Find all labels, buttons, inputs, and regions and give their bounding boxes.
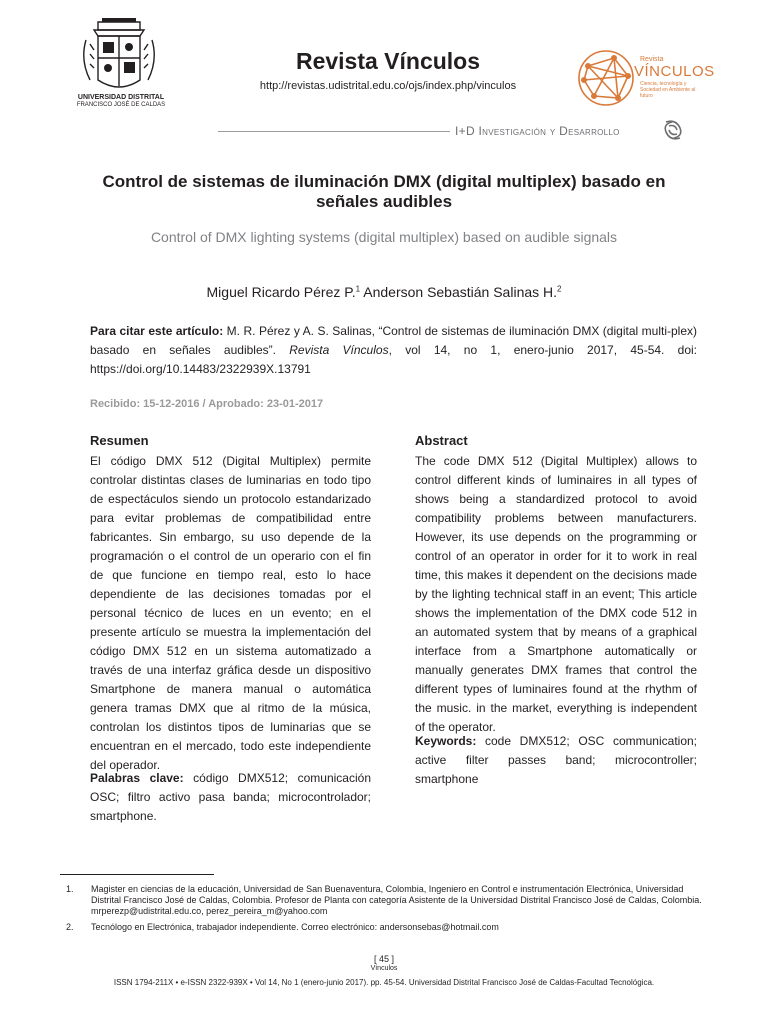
author-1-sup: 1: [355, 284, 361, 294]
keywords-label: Keywords:: [415, 734, 477, 748]
citation-text-1: M. R. Pérez y A. S. Salinas, “Control de sistemas de iluminación DMX (digital multi-plex) basado en señales audibles”.: [90, 324, 697, 357]
keywords-text: code DMX512; OSC communication; active filter passes band; microcontroller; smartphone: [415, 734, 697, 786]
logo-revista-label: Revista: [640, 56, 664, 63]
citation-journal: Revista Vínculos: [289, 343, 389, 357]
logo-tagline: Ciencia, tecnología y Sociedad en Ambiente al futuro: [640, 81, 696, 99]
issn-line: ISSN 1794-211X • e-ISSN 2322-939X • Vol 14, No 1 (enero-junio 2017). pp. 45-54. Universidad Distrital Francisco José de Caldas-Facultad Tecnológica.: [113, 978, 655, 987]
journal-title: Revista Vínculos: [295, 48, 481, 74]
palabras-clave: [90, 769, 371, 826]
section-label: I+D Investigación y Desarrollo: [455, 124, 620, 138]
footnote-2-text: Tecnólogo en Electrónica, trabajador independiente. Correo electrónico: andersonsebas@hotmail.com: [91, 922, 499, 932]
citation: [90, 322, 697, 379]
university-name: UNIVERSIDAD DISTRITAL: [77, 94, 165, 101]
citation-label: Para citar este artículo:: [90, 324, 224, 338]
palabras-clave-label: Palabras clave:: [90, 771, 184, 785]
article-title-line1: Control de sistemas de iluminación DMX (digital multiplex) basado en: [102, 172, 666, 191]
journal-url[interactable]: http://revistas.udistrital.edu.co/ojs/index.php/vinculos: [259, 80, 517, 92]
logo-vinculos-label: VÍNCULOS: [634, 63, 715, 80]
author-1: Miguel Ricardo Pérez P.: [206, 284, 356, 300]
article-title-line2: señales audibles: [315, 192, 453, 211]
section-divider: [218, 131, 450, 132]
page-number: [ 45 ]: [373, 954, 394, 964]
author-2-sup: 2: [557, 284, 562, 294]
abstract-heading: Abstract: [415, 433, 468, 448]
author-2: Anderson Sebastián Salinas H.: [360, 284, 558, 300]
footnote-1-number: 1.: [66, 884, 74, 894]
palabras-clave-text: código DMX512; comunicación OSC; filtro activo pasa banda; microcontrolador; smartphone.: [90, 771, 371, 823]
authors: [60, 284, 708, 300]
citation-text-2: , vol 14, no 1, enero-junio 2017, 45-54. doi: https://doi.org/10.14483/2322939X.13791: [90, 343, 698, 376]
footnote-2-number: 2.: [66, 922, 74, 932]
keywords: [415, 732, 697, 789]
article-title-english: Control of DMX lighting systems (digital multiplex) based on audible signals: [150, 229, 618, 245]
footnote-divider: [60, 874, 214, 875]
university-subname: FRANCISCO JOSÉ DE CALDAS: [76, 102, 166, 108]
received-dates: Recibido: 15-12-2016 / Aprobado: 23-01-2017: [90, 398, 324, 410]
footer-journal: Vínculos: [370, 965, 398, 972]
resumen-heading: Resumen: [90, 433, 149, 448]
vinculos-logo-icon: [574, 46, 638, 110]
article-title: [60, 172, 708, 212]
abstract-body: The code DMX 512 (Digital Multiplex) allows to control different kinds of luminaires in all types of shows being a standardized protocol to avoid compatibility problems between manufacturers. However, its use depends on the programming or control of an operator in order for it to work in real time, this makes it dependent on the decisions made by the lighting technical staff in an event; This article shows the implementation of the DMX code 512 in an automated system that by means of a graphical interface from a Smartphone automatically or manually generates DMX frames that control the different types of luminaires found at the rhythm of the music. in the market, everything is independent of the operator.: [415, 454, 697, 734]
footnote-1-text: Magister en ciencias de la educación, Universidad de San Buenaventura, Colombia, Ingeniero en Control e instrumentación Electrónica, Universidad Distrital Francisco José de Caldas, Colombia. Profesor de Planta con categoría Asistente de la Universidad Distrital Francisco José de Caldas, Colombia. mrperezp@udistrital.edu.co, perez_pereira_m@yahoo.com: [91, 884, 702, 916]
resumen-body: El código DMX 512 (Digital Multiplex) permite controlar distintas clases de luminarias en todo tipo de espectáculos siendo un protocolo estandarizado para evitar problemas de compatibilidad entre fabricantes. Sin embargo, su uso depende de la programación o el control de un operario con el fin de que funcione en tiempo real, esto lo hace dependiente de las decisiones tomadas por el personal técnico de luces en un evento; en el presente artículo se muestra la implementación del código DMX 512 en un sistema automatizado a través de una interfaz gráfica desde un dispositivo Smartphone de manera manual o automática genera tramas DMX que al ritmo de la música, controlan los distintos tipos de luminarias que se encuentran en el mercado, todo este independiente del operador.: [90, 454, 371, 772]
swirl-icon: [660, 117, 686, 143]
